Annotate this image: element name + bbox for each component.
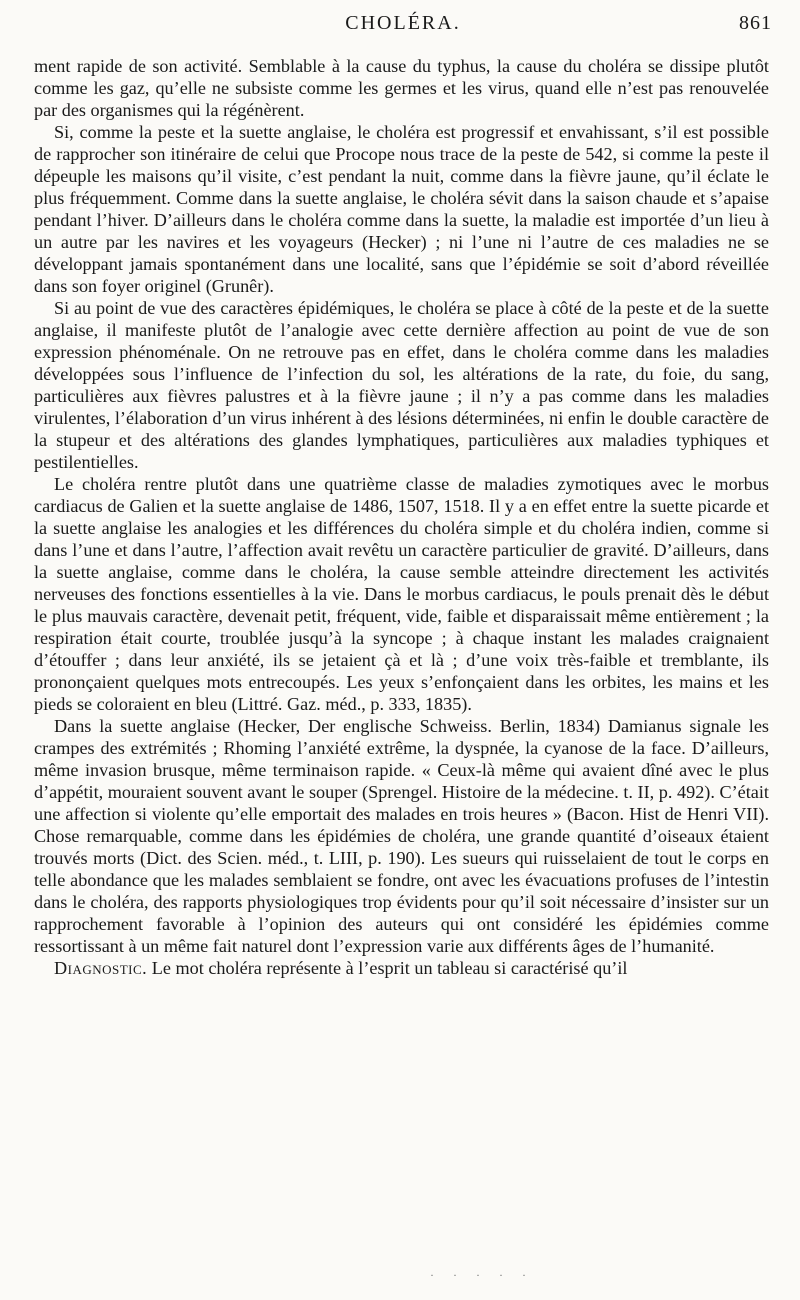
- paragraph-6-text: Le mot choléra représente à l’esprit un tableau si caractérisé qu’il: [147, 958, 628, 978]
- running-title: CHOLÉRA.: [345, 12, 461, 34]
- paragraph-5: Dans la suette anglaise (Hecker, Der englische Schweiss. Berlin, 1834) Damianus signale les crampes des extrémités ; Rhoming l’anxiété extrême, la dyspnée, la cyanose de la face. D’ailleurs, même invasion brusque, même terminaison rapide. « Ceux-là même qui avaient dîné avec le plus d’appétit, mouraient souvent avant le souper (Sprengel. Histoire de la médecine. t. II, p. 492). C’était une affection si violente qu’elle emportait des malades en trois heures » (Bacon. Hist de Henri VII). Chose remarquable, comme dans les épidémies de choléra, une grande quantité d’oiseaux étaient trouvés morts (Dict. des Scien. méd., t. LIII, p. 190). Les sueurs qui ruisselaient de tout le corps en telle abondance que les malades semblaient se fondre, ont avec les évacuations profuses de l’intestin dans le choléra, des rapports physiologiques trop évidents pour qu’il soit nécessaire d’insister sur un rapprochement favorable à l’opinion des auteurs qui ont considéré les épidémies comme ressortissant à un même fait naturel dont l’expression varie aux différents âges de l’humanité.: [34, 716, 769, 956]
- paragraph-6: [34, 957, 769, 979]
- paragraph-1: ment rapide de son activité. Semblable à la cause du typhus, la cause du choléra se dissipe plutôt comme les gaz, qu’elle ne subsiste comme les germes et les virus, quand elle n’est pas renouvelée par des organismes qui la régénèrent.: [34, 56, 769, 120]
- page-header: [34, 12, 772, 42]
- paragraph-3: Si au point de vue des caractères épidémiques, le choléra se place à côté de la peste et de la suette anglaise, il manifeste plutôt de l’analogie avec cette dernière affection au point de vue de son expression phénoménale. On ne retrouve pas en effet, dans le choléra comme dans les maladies développées sous l’influence de l’infection du sol, les altérations de la rate, du foie, du sang, particulières aux fièvres palustres et à la fièvre jaune ; il n’y a pas comme dans les maladies virulentes, l’élaboration d’un virus inhérent à des lésions déterminées, ni enfin le double caractère de la stupeur et des altérations des glandes lymphatiques, particulières aux maladies typhiques et pestilentielles.: [34, 298, 769, 472]
- page-number: 861: [739, 12, 772, 34]
- scan-artifact-dots: · · · · ·: [430, 1268, 534, 1282]
- section-heading-diagnostic: Diagnostic.: [54, 958, 148, 978]
- paragraph-2: Si, comme la peste et la suette anglaise, le choléra est progressif et envahissant, s’il est possible de rapprocher son itinéraire de celui que Procope nous trace de la peste de 542, si comme la peste il dépeuple les maisons qu’il visite, c’est pendant la nuit, comme dans la fièvre jaune, qu’il éclate le plus fréquemment. Comme dans la suette anglaise, le choléra sévit dans la saison chaude et s’apaise pendant l’hiver. D’ailleurs dans le choléra comme dans la suette, la maladie est importée d’un lieu à un autre par les navires et les voyageurs (Hecker) ; ni l’une ni l’autre de ces maladies ne se développant jamais spontanément dans une localité, sans que l’épidémie se soit d’abord réveillée dans son foyer originel (Grunêr).: [34, 122, 769, 296]
- page-body: [34, 55, 769, 979]
- paragraph-4: Le choléra rentre plutôt dans une quatrième classe de maladies zymotiques avec le morbus cardiacus de Galien et la suette anglaise de 1486, 1507, 1518. Il y a en effet entre la suette picarde et la suette anglaise les analogies et les différences du choléra simple et du choléra indien, comme si dans l’une et dans l’autre, l’affection avait revêtu un caractère particulier de gravité. D’ailleurs, dans la suette anglaise, comme dans le choléra, la cause semble atteindre directement les activités nerveuses des fonctions essentielles à la vie. Dans le morbus cardiacus, le pouls prenait dès le début le plus mauvais caractère, devenait petit, fréquent, vide, faible et disparaissait même entièrement ; la respiration était courte, troublée jusqu’à la syncope ; à chaque instant les malades craignaient d’étouffer ; dans leur anxiété, ils se jetaient çà et là ; d’une voix très-faible et tremblante, ils prononçaient quelques mots entrecoupés. Les yeux s’enfonçaient dans les orbites, les mains et les pieds se coloraient en bleu (Littré. Gaz. méd., p. 333, 1835).: [34, 474, 769, 714]
